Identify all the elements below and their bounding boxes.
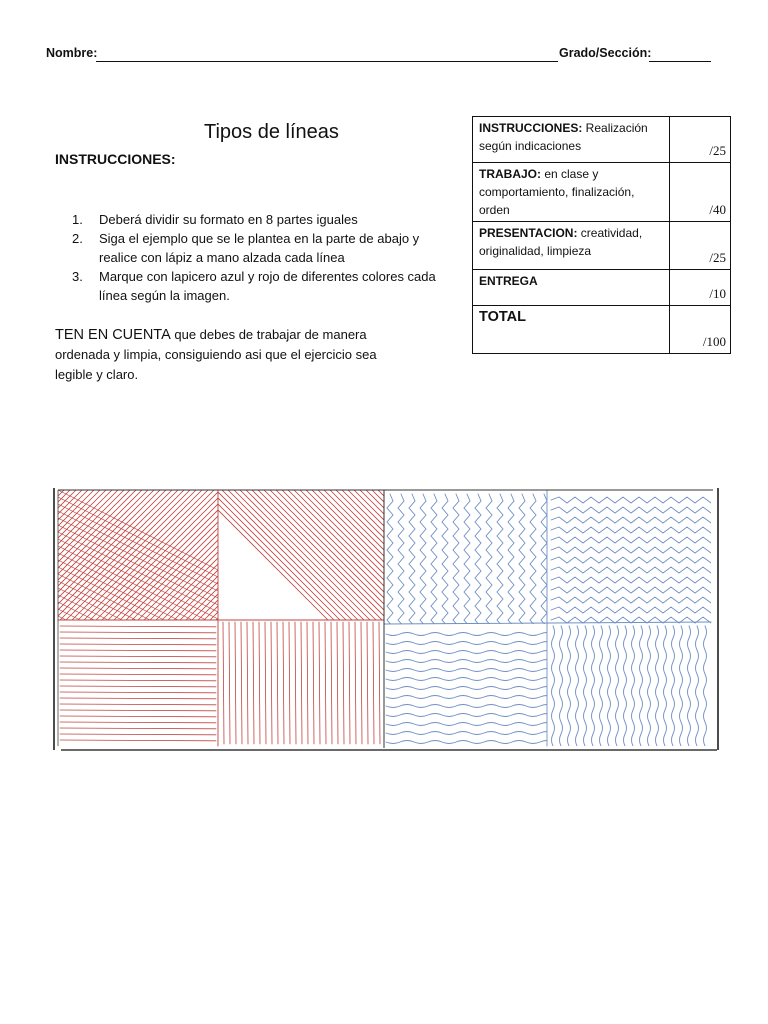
grade-section-label: Grado/Sección: [559,46,652,60]
hand-drawn-line [386,669,554,672]
page-title: Tipos de líneas [204,121,339,143]
hand-drawn-line [519,494,525,627]
hand-drawn-line [210,490,340,620]
hand-drawn-line [277,622,278,744]
hand-drawn-line [584,626,587,746]
hand-drawn-line [551,577,711,583]
hand-drawn-line [497,494,503,627]
hand-drawn-line [386,705,554,708]
hand-drawn-line [343,622,344,744]
hand-drawn-line [640,626,643,746]
hand-drawn-line [289,622,290,744]
hand-drawn-line [264,490,394,620]
hand-drawn-line [318,490,448,620]
hand-drawn-line [108,490,238,620]
hand-drawn-line [386,633,554,636]
criterion-label: TRABAJO: [479,167,541,181]
criterion-label: TOTAL [479,309,526,325]
criterion-desc: Realización según indicaciones [479,121,648,153]
grading-score: /40 [670,163,731,222]
hand-drawn-line [420,494,426,627]
hand-drawn-line [72,490,202,620]
hand-drawn-line [486,490,616,620]
instruction-step [72,229,452,267]
hand-drawn-line [386,642,554,645]
name-blank-line[interactable] [96,61,558,62]
hand-drawn-line [420,490,550,620]
hand-drawn-line [508,494,514,627]
grading-row-total [473,306,731,354]
hand-drawn-line [252,490,382,620]
hand-drawn-line [355,622,356,744]
hand-drawn-line [551,597,711,603]
grading-score: /25 [670,117,731,163]
hand-drawn-line [386,660,554,663]
hand-drawn-line [704,626,707,746]
hand-drawn-line [216,490,346,620]
hand-drawn-line [234,490,364,620]
note-paragraph [55,325,400,385]
hand-drawn-line [551,607,711,613]
hand-drawn-line [60,674,216,675]
hand-drawn-line [301,622,302,744]
hand-drawn-line [114,490,244,620]
hand-drawn-line [386,651,554,654]
instruction-step [72,210,452,229]
hand-drawn-line [453,494,459,627]
hand-drawn-line [349,622,350,744]
hand-drawn-line [551,527,711,533]
hand-drawn-line [246,490,376,620]
hand-drawn-line [386,678,554,681]
hand-drawn-line [551,587,711,593]
hand-drawn-line [330,490,460,620]
hand-drawn-line [60,680,216,681]
hand-drawn-line [688,626,691,746]
grading-score: /25 [670,222,731,270]
grading-score: /10 [670,270,731,306]
grading-criterion [473,163,670,222]
hand-drawn-line [276,490,406,620]
hand-drawn-line [608,626,611,746]
hand-drawn-line [361,622,362,744]
hand-drawn-line [324,490,454,620]
hand-drawn-line [282,490,412,620]
grading-criterion [473,222,670,270]
hand-drawn-line [396,490,526,620]
hand-drawn-line [60,686,216,687]
step-number: 1. [72,212,83,227]
name-label: Nombre: [46,46,98,60]
pattern-panels [53,490,711,746]
hand-drawn-line [294,490,424,620]
hand-drawn-line [60,740,216,741]
hand-drawn-line [180,490,310,620]
hand-drawn-line [60,704,216,705]
instruction-steps [72,210,452,305]
hand-drawn-line [60,638,216,639]
hand-drawn-line [223,622,224,744]
hand-drawn-line [156,490,286,620]
criterion-label: INSTRUCCIONES: [479,121,583,135]
pattern-panel-diagonal-lines-backward [198,490,640,620]
hand-drawn-line [240,490,370,620]
hand-drawn-line [258,490,388,620]
hand-drawn-line [408,490,538,620]
hand-drawn-line [568,626,571,746]
hand-drawn-line [656,626,659,746]
step-number: 2. [72,231,83,246]
hand-drawn-line [551,537,711,543]
hand-drawn-line [576,626,579,746]
hand-drawn-line [456,490,586,620]
grading-row [473,270,731,306]
hand-drawn-line [222,490,352,620]
hand-drawn-line [379,622,380,744]
pattern-panel-horizontal-zigzag [551,497,711,623]
grading-criterion [473,306,670,354]
instructions-heading: INSTRUCCIONES: [55,151,176,167]
hand-drawn-line [150,490,280,620]
hand-drawn-line [552,626,555,746]
hand-drawn-line [288,490,418,620]
grading-table [472,116,731,354]
hand-drawn-line [307,622,308,744]
hand-drawn-line [530,494,536,627]
grading-row [473,163,731,222]
hand-drawn-line [551,557,711,563]
hand-drawn-line [431,494,437,627]
hand-drawn-line [186,490,316,620]
hand-drawn-line [664,626,667,746]
hand-drawn-line [60,716,216,717]
hand-drawn-line [672,626,675,746]
hand-drawn-line [265,622,266,744]
hand-drawn-line [271,622,272,744]
hand-drawn-line [90,490,220,620]
hand-drawn-line [60,644,216,645]
hand-drawn-line [592,626,595,746]
hand-drawn-line [270,490,400,620]
hand-drawn-line [462,490,592,620]
hand-drawn-line [319,622,320,744]
hand-drawn-line [442,494,448,627]
hand-drawn-line [60,692,216,693]
hand-drawn-line [60,668,216,669]
hand-drawn-line [306,490,436,620]
grade-section-blank-line[interactable] [649,61,711,62]
hand-drawn-line [204,490,334,620]
hand-drawn-line [367,622,368,744]
hand-drawn-line [132,490,262,620]
hand-drawn-line [398,494,404,627]
hand-drawn-line [60,728,216,729]
line-types-drawing [53,486,719,754]
hand-drawn-line [560,626,563,746]
hand-drawn-line [192,490,322,620]
hand-drawn-line [325,622,326,744]
note-lead: TEN EN CUENTA [55,327,171,343]
hand-drawn-line [648,626,651,746]
hand-drawn-line [228,490,358,620]
hand-drawn-line [60,722,216,723]
criterion-label: ENTREGA [479,274,538,288]
hand-drawn-line [386,732,554,735]
hand-drawn-line [384,490,514,620]
pattern-panel-diagonal-lines-forward [53,490,364,696]
criterion-label: PRESENTACION: [479,226,578,240]
hand-drawn-line [475,494,481,627]
hand-drawn-line [60,710,216,711]
hand-drawn-line [247,622,248,744]
hand-drawn-line [541,494,547,627]
grading-criterion [473,270,670,306]
hand-drawn-line [138,490,268,620]
grading-score: /100 [670,306,731,354]
step-text: Deberá dividir su formato en 8 partes iguales [99,212,358,227]
hand-drawn-line [450,490,580,620]
step-text: Marque con lapicero azul y rojo de diferentes colores cada línea según la imagen. [99,269,436,303]
note-text: que debes de trabajar de manera ordenada y limpia, consiguiendo asi que el ejercicio sea legible y claro. [55,327,377,382]
hand-drawn-line [354,490,484,620]
hand-drawn-line [60,632,216,633]
hand-drawn-line [632,626,635,746]
pattern-panel-horizontal-lines [60,626,216,741]
hand-drawn-line [373,622,374,744]
hand-drawn-line [387,494,393,627]
hand-drawn-line [235,622,236,744]
criterion-desc: creatividad, originalidad, limpieza [479,226,643,258]
hand-drawn-line [386,696,554,699]
hand-drawn-line [331,622,332,744]
hand-drawn-line [510,490,640,620]
hand-drawn-line [386,687,554,690]
hand-drawn-line [60,650,216,651]
hand-drawn-line [241,622,242,744]
hand-drawn-line [696,626,699,746]
hand-drawn-line [313,622,314,744]
hand-drawn-line [409,494,415,627]
hand-drawn-line [551,517,711,523]
hand-drawn-line [253,622,254,744]
hand-drawn-line [342,490,472,620]
hand-drawn-line [259,622,260,744]
hand-drawn-line [551,567,711,573]
hand-drawn-line [60,734,216,735]
step-text: Siga el ejemplo que se le plantea en la parte de abajo y realice con lápiz a mano alzada cada línea [99,231,420,265]
hand-drawn-line [624,626,627,746]
hand-drawn-line [337,622,338,744]
hand-drawn-line [551,497,711,503]
hand-drawn-line [66,490,196,620]
grading-criterion [473,117,670,163]
hand-drawn-line [60,656,216,657]
hand-drawn-line [551,507,711,513]
hand-drawn-line [390,490,520,620]
hand-drawn-line [312,490,442,620]
hand-drawn-line [54,490,184,620]
student-info-row [46,46,714,66]
instruction-step [72,267,452,305]
hand-drawn-line [60,626,216,627]
hand-drawn-line [96,490,226,620]
criterion-desc: en clase y comportamiento, finalización, orden [479,167,635,217]
hand-drawn-line [551,547,711,553]
hand-drawn-line [464,494,470,627]
grading-row [473,222,731,270]
hand-drawn-line [60,698,216,699]
hand-drawn-line [386,723,554,726]
hand-drawn-line [474,490,604,620]
hand-drawn-line [616,626,619,746]
pattern-panel-horizontal-waves [386,633,554,744]
hand-drawn-line [486,494,492,627]
pattern-panel-vertical-lines [223,622,380,744]
hand-drawn-line [680,626,683,746]
hand-drawn-line [58,609,218,689]
pattern-panel-vertical-zigzag [387,494,547,627]
pattern-panel-vertical-waves [552,626,707,746]
hand-drawn-line [174,490,304,620]
hand-drawn-line [386,714,554,717]
hand-drawn-line [283,622,284,744]
hand-drawn-line [229,622,230,744]
hand-drawn-line [386,741,554,744]
grading-row [473,117,731,163]
hand-drawn-line [600,626,603,746]
step-number: 3. [72,269,83,284]
hand-drawn-line [295,622,296,744]
hand-drawn-line [60,662,216,663]
